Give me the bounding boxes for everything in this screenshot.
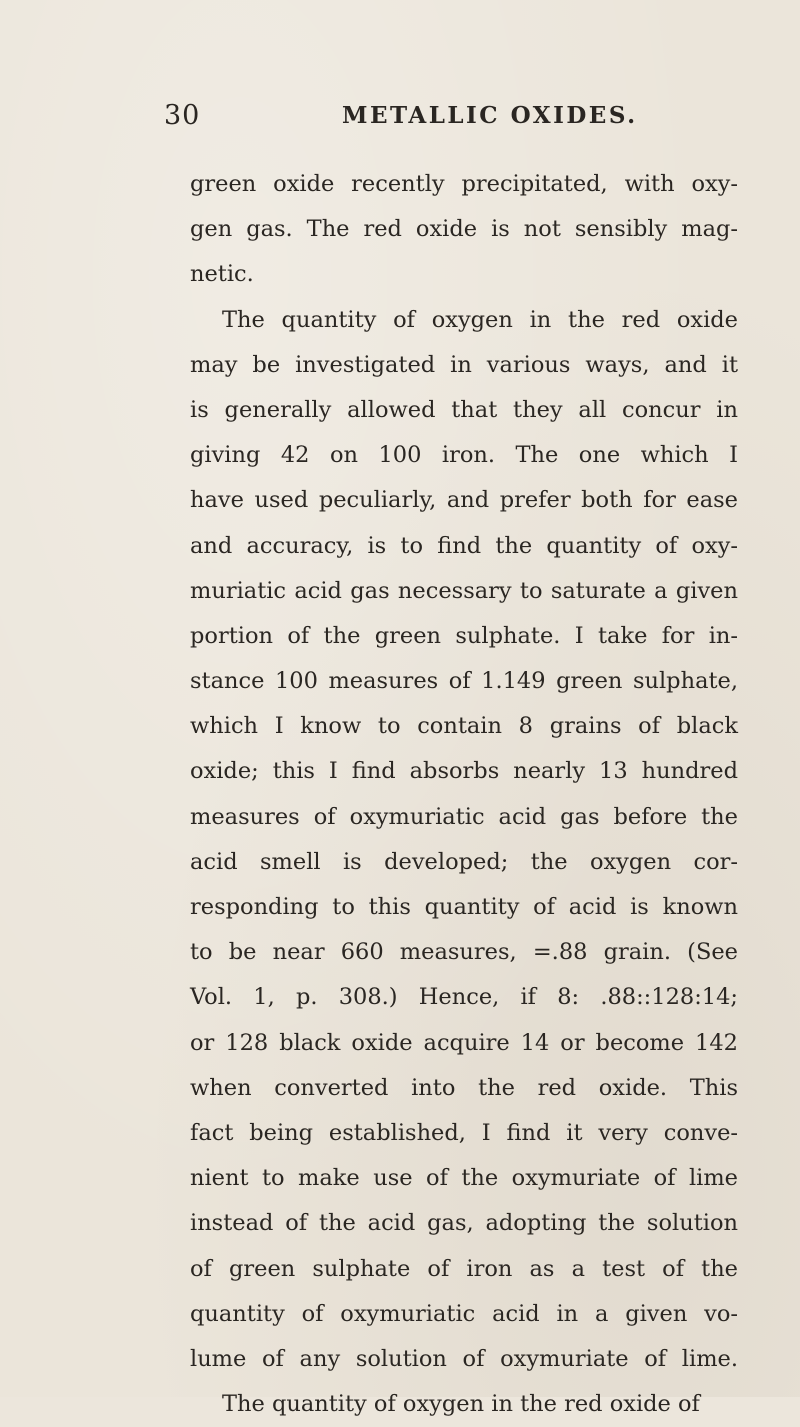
- text-line: have used peculiarly, and prefer both for ease: [190, 487, 738, 514]
- text-line: muriatic acid gas necessary to saturate a given: [190, 577, 738, 604]
- text-line: responding to this quantity of acid is known: [190, 894, 738, 920]
- text-line: may be investigated in various ways, and it: [190, 351, 738, 378]
- text-line: Vol. 1, p. 308.) Hence, if 8: .88::128:14;: [190, 984, 738, 1011]
- text-line: fact being established, I find it very conve-: [190, 1119, 738, 1146]
- text-line: acid smell is developed; the oxygen cor-: [190, 848, 738, 875]
- text-line: oxide; this I find absorbs nearly 13 hundred: [190, 758, 738, 785]
- page-number: 30: [164, 100, 201, 131]
- text-line: when converted into the red oxide. This: [190, 1074, 738, 1101]
- text-line: The quantity of oxygen in the red oxide: [222, 306, 738, 333]
- text-line: or 128 black oxide acquire 14 or become 142: [190, 1029, 738, 1056]
- text-line: netic.: [190, 261, 254, 288]
- text-line: giving 42 on 100 iron. The one which I: [190, 442, 738, 469]
- text-line: portion of the green sulphate. I take for in-: [190, 622, 738, 649]
- text-line: which I know to contain 8 grains of black: [190, 713, 738, 740]
- text-line: of green sulphate of iron as a test of the: [190, 1255, 738, 1282]
- text-line: is generally allowed that they all concur in: [190, 396, 738, 423]
- text-line: nient to make use of the oxymuriate of lime: [190, 1165, 738, 1192]
- text-line: measures of oxymuriatic acid gas before the: [190, 803, 738, 830]
- body-text: [190, 162, 738, 1427]
- running-head: METALLIC OXIDES.: [342, 102, 638, 129]
- page-header: [0, 100, 800, 140]
- text-line: and accuracy, is to find the quantity of oxy-: [190, 532, 738, 559]
- text-line: quantity of oxymuriatic acid in a given vo-: [190, 1300, 738, 1327]
- text-line: lume of any solution of oxymuriate of lime.: [190, 1345, 738, 1372]
- text-line: stance 100 measures of 1.149 green sulphate,: [190, 668, 738, 695]
- text-line: The quantity of oxygen in the red oxide of: [222, 1391, 700, 1418]
- text-line: green oxide recently precipitated, with oxy-: [190, 171, 738, 197]
- text-line: gen gas. The red oxide is not sensibly mag-: [190, 216, 738, 243]
- text-line: to be near 660 measures, =.88 grain. (See: [190, 939, 738, 966]
- text-line: instead of the acid gas, adopting the solution: [190, 1210, 738, 1237]
